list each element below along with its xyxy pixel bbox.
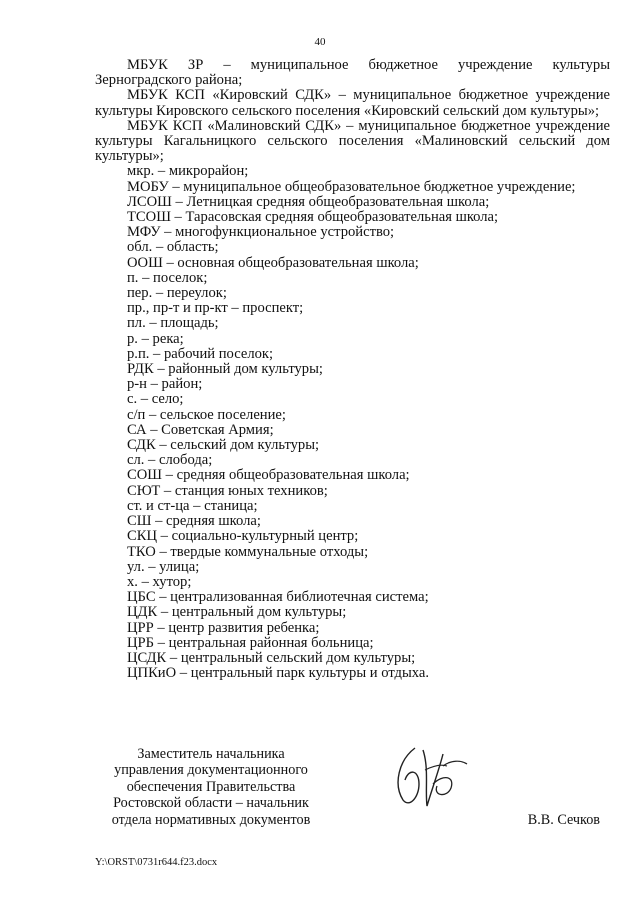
- abbreviation-item: р-н – район;: [127, 376, 203, 393]
- abbreviation-item: СЮТ – станция юных техников;: [127, 482, 328, 499]
- signer-title-line: управления документационного: [114, 762, 308, 779]
- abbreviation-item: ул. – улица;: [127, 558, 200, 575]
- abbreviation-item: СДК – сельский дом культуры;: [127, 437, 320, 454]
- abbreviation-item: пл. – площадь;: [127, 315, 219, 332]
- paragraph-mbuk-ksp-kirovsky: МБУК КСП «Кировский СДК» – муниципальное бюджетное учреждение культуры Кировского сельского поселения «Кировский сельский дом культуры»;: [95, 87, 610, 119]
- abbreviation-item: ЛСОШ – Летницкая средняя общеобразовательная школа;: [127, 193, 490, 210]
- abbreviation-item: сл. – слобода;: [127, 452, 213, 469]
- abbreviation-item: х. – хутор;: [127, 573, 192, 590]
- abbreviation-item: ТКО – твердые коммунальные отходы;: [127, 543, 369, 560]
- signer-title-line: обеспечения Правительства: [126, 778, 296, 795]
- abbreviation-item: с/п – сельское поселение;: [127, 406, 286, 423]
- abbreviation-item: пр., пр-т и пр-кт – проспект;: [127, 300, 304, 317]
- abbreviation-item: ЦПКиО – центральный парк культуры и отдыха.: [127, 665, 430, 682]
- abbreviation-item: ООШ – основная общеобразовательная школа;: [127, 254, 419, 271]
- abbreviation-item: ЦРБ – центральная районная больница;: [127, 634, 374, 651]
- abbreviation-item: ЦБС – централизованная библиотечная система;: [127, 589, 429, 606]
- abbreviation-item: РДК – районный дом культуры;: [127, 361, 323, 378]
- paragraph-mbuk-zr: МБУК ЗР – муниципальное бюджетное учреждение культуры Зерноградского района;: [95, 57, 610, 89]
- abbreviation-item: р.п. – рабочий поселок;: [127, 345, 274, 362]
- abbreviation-list: [95, 164, 610, 681]
- abbreviation-item: ЦДК – центральный дом культуры;: [127, 604, 347, 621]
- abbreviation-item: п. – поселок;: [127, 269, 208, 286]
- abbreviation-item: ст. и ст-ца – станица;: [127, 497, 258, 514]
- abbreviation-item: обл. – область;: [127, 239, 219, 256]
- abbreviation-item: ЦСДК – центральный сельский дом культуры;: [127, 649, 416, 666]
- abbreviation-item: СКЦ – социально-культурный центр;: [127, 528, 359, 545]
- abbreviation-item: ЦРР – центр развития ребенка;: [127, 619, 320, 636]
- abbreviation-item: СОШ – средняя общеобразовательная школа;: [127, 467, 410, 484]
- abbreviation-item: МФУ – многофункциональное устройство;: [127, 224, 395, 241]
- page-number: 40: [314, 36, 326, 48]
- abbreviation-item: ТСОШ – Тарасовская средняя общеобразовательная школа;: [127, 209, 499, 226]
- abbreviation-item: СШ – средняя школа;: [127, 513, 261, 530]
- paragraph-mbuk-ksp-malinovsky: МБУК КСП «Малиновский СДК» – муниципальное бюджетное учреждение культуры Кагальницкого сельского поселения «Малиновский сельский дом культуры»;: [95, 117, 610, 165]
- abbreviation-item: СА – Советская Армия;: [127, 421, 274, 438]
- abbreviation-item: с. – село;: [127, 391, 184, 408]
- abbreviation-item: МОБУ – муниципальное общеобразовательное бюджетное учреждение;: [127, 178, 576, 195]
- abbreviation-item: мкр. – микрорайон;: [127, 163, 249, 180]
- signer-title-line: Ростовской области – начальник: [113, 795, 309, 812]
- abbreviation-item: р. – река;: [127, 330, 184, 347]
- signer-title: [95, 746, 327, 828]
- signer-title-line: отдела нормативных документов: [111, 811, 311, 828]
- abbreviation-item: пер. – переулок;: [127, 285, 227, 302]
- file-path: Y:\ORST\0731r644.f23.docx: [95, 857, 218, 868]
- document-body: [95, 58, 610, 681]
- handwritten-signature: [385, 740, 475, 812]
- signer-name: В.В. Сечков: [527, 812, 600, 828]
- signer-title-line: Заместитель начальника: [137, 746, 285, 762]
- signature-block: [95, 746, 610, 826]
